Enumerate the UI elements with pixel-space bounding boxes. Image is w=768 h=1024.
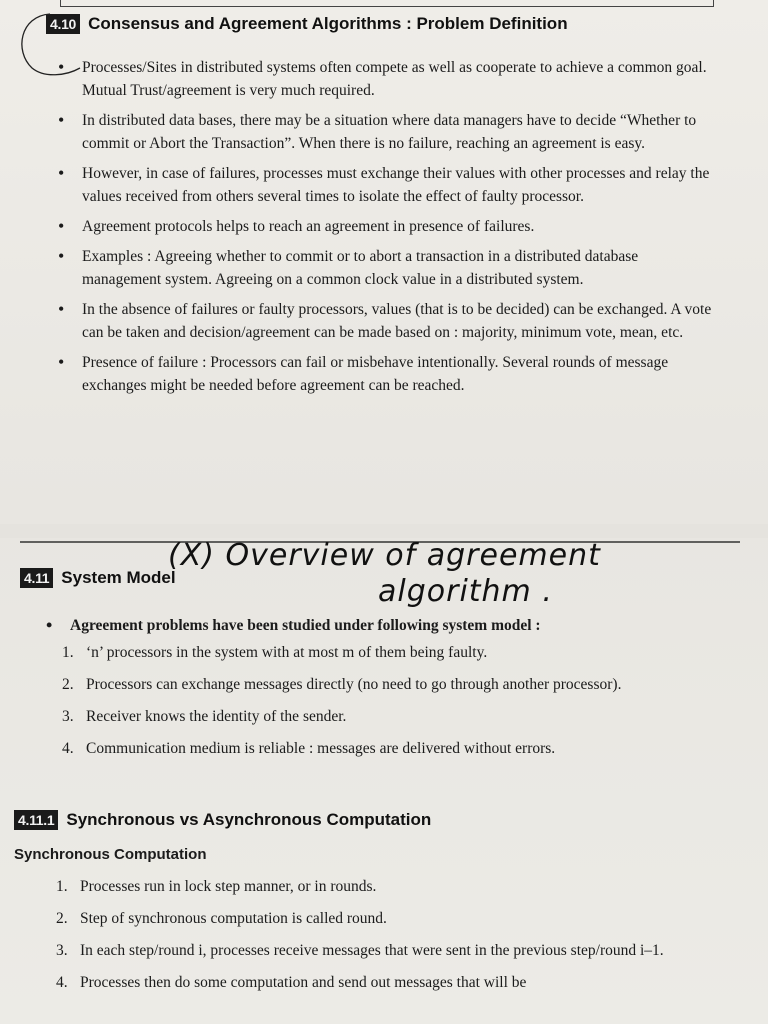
section-4-11-intro [36, 614, 718, 644]
bullet-item: • In the absence of failures or faulty processors, values (that is to be decided) can be exchanged. A vote can be taken and decision/agreement can be made based on : majority, minimum vote, mean, etc. [48, 298, 718, 344]
list-item: 4. Processes then do some computation and send out messages that will be [56, 974, 527, 991]
section-4-11-1-heading [14, 810, 431, 830]
bullet-item: • In distributed data bases, there may be a situation where data managers have to decide “Whether to commit or Abort the Transaction”. When there is no failure, reaching an agreement is easy. [48, 109, 718, 155]
list-item: 3. Receiver knows the identity of the sender. [62, 708, 347, 725]
section-title: Consensus and Agreement Algorithms : Problem Definition [88, 14, 568, 33]
subheading-synchronous: Synchronous Computation [14, 846, 207, 863]
bullet-item: • However, in case of failures, processes must exchange their values with other processes and relay the values received from others several times to isolate the effect of faulty processor. [48, 162, 718, 208]
section-4-10-bullets [48, 56, 718, 404]
page-separator [0, 524, 768, 538]
section-number: 4.11 [20, 568, 53, 588]
list-item: 1. ‘n’ processors in the system with at most m of them being faulty. [62, 644, 488, 661]
section-title: System Model [61, 568, 176, 587]
bullet-item: • Presence of failure : Processors can fail or misbehave intentionally. Several rounds of message exchanges might be needed before agreement can be reached. [48, 351, 718, 397]
section-number: 4.11.1 [14, 810, 58, 830]
bullet-item: • Processes/Sites in distributed systems often compete as well as cooperate to achieve a common goal. Mutual Trust/agreement is very much required. [48, 56, 718, 102]
system-model-list [62, 642, 746, 770]
section-title: Synchronous vs Asynchronous Computation [66, 810, 432, 829]
list-item: 4. Communication medium is reliable : messages are delivered without errors. [62, 740, 556, 757]
synchronous-list [56, 876, 750, 1004]
top-border-rule [60, 0, 714, 7]
handwritten-note-line1 [168, 538, 601, 573]
list-item: 2. Processors can exchange messages directly (no need to go through another processor). [62, 676, 622, 693]
handwritten-note-line2: algorithm . [378, 574, 553, 609]
list-item: 2. Step of synchronous computation is called round. [56, 910, 387, 927]
handwritten-text: Overview of agreement [225, 538, 601, 573]
section-4-11-heading [20, 568, 176, 588]
bullet-item: • Examples : Agreeing whether to commit or to abort a transaction in a distributed database management system. Agreeing on a common clock value in a distributed system. [48, 245, 718, 291]
section-4-10-heading [46, 14, 568, 34]
bullet-item: • Agreement protocols helps to reach an agreement in presence of failures. [48, 215, 718, 238]
section-number: 4.10 [46, 14, 80, 34]
bullet-item: • Agreement problems have been studied under following system model : [36, 614, 718, 637]
list-item: 3. In each step/round i, processes receive messages that were sent in the previous step/round i–1. [56, 942, 664, 959]
list-item: 1. Processes run in lock step manner, or in rounds. [56, 878, 377, 895]
handwritten-mark: (X) [168, 538, 215, 573]
